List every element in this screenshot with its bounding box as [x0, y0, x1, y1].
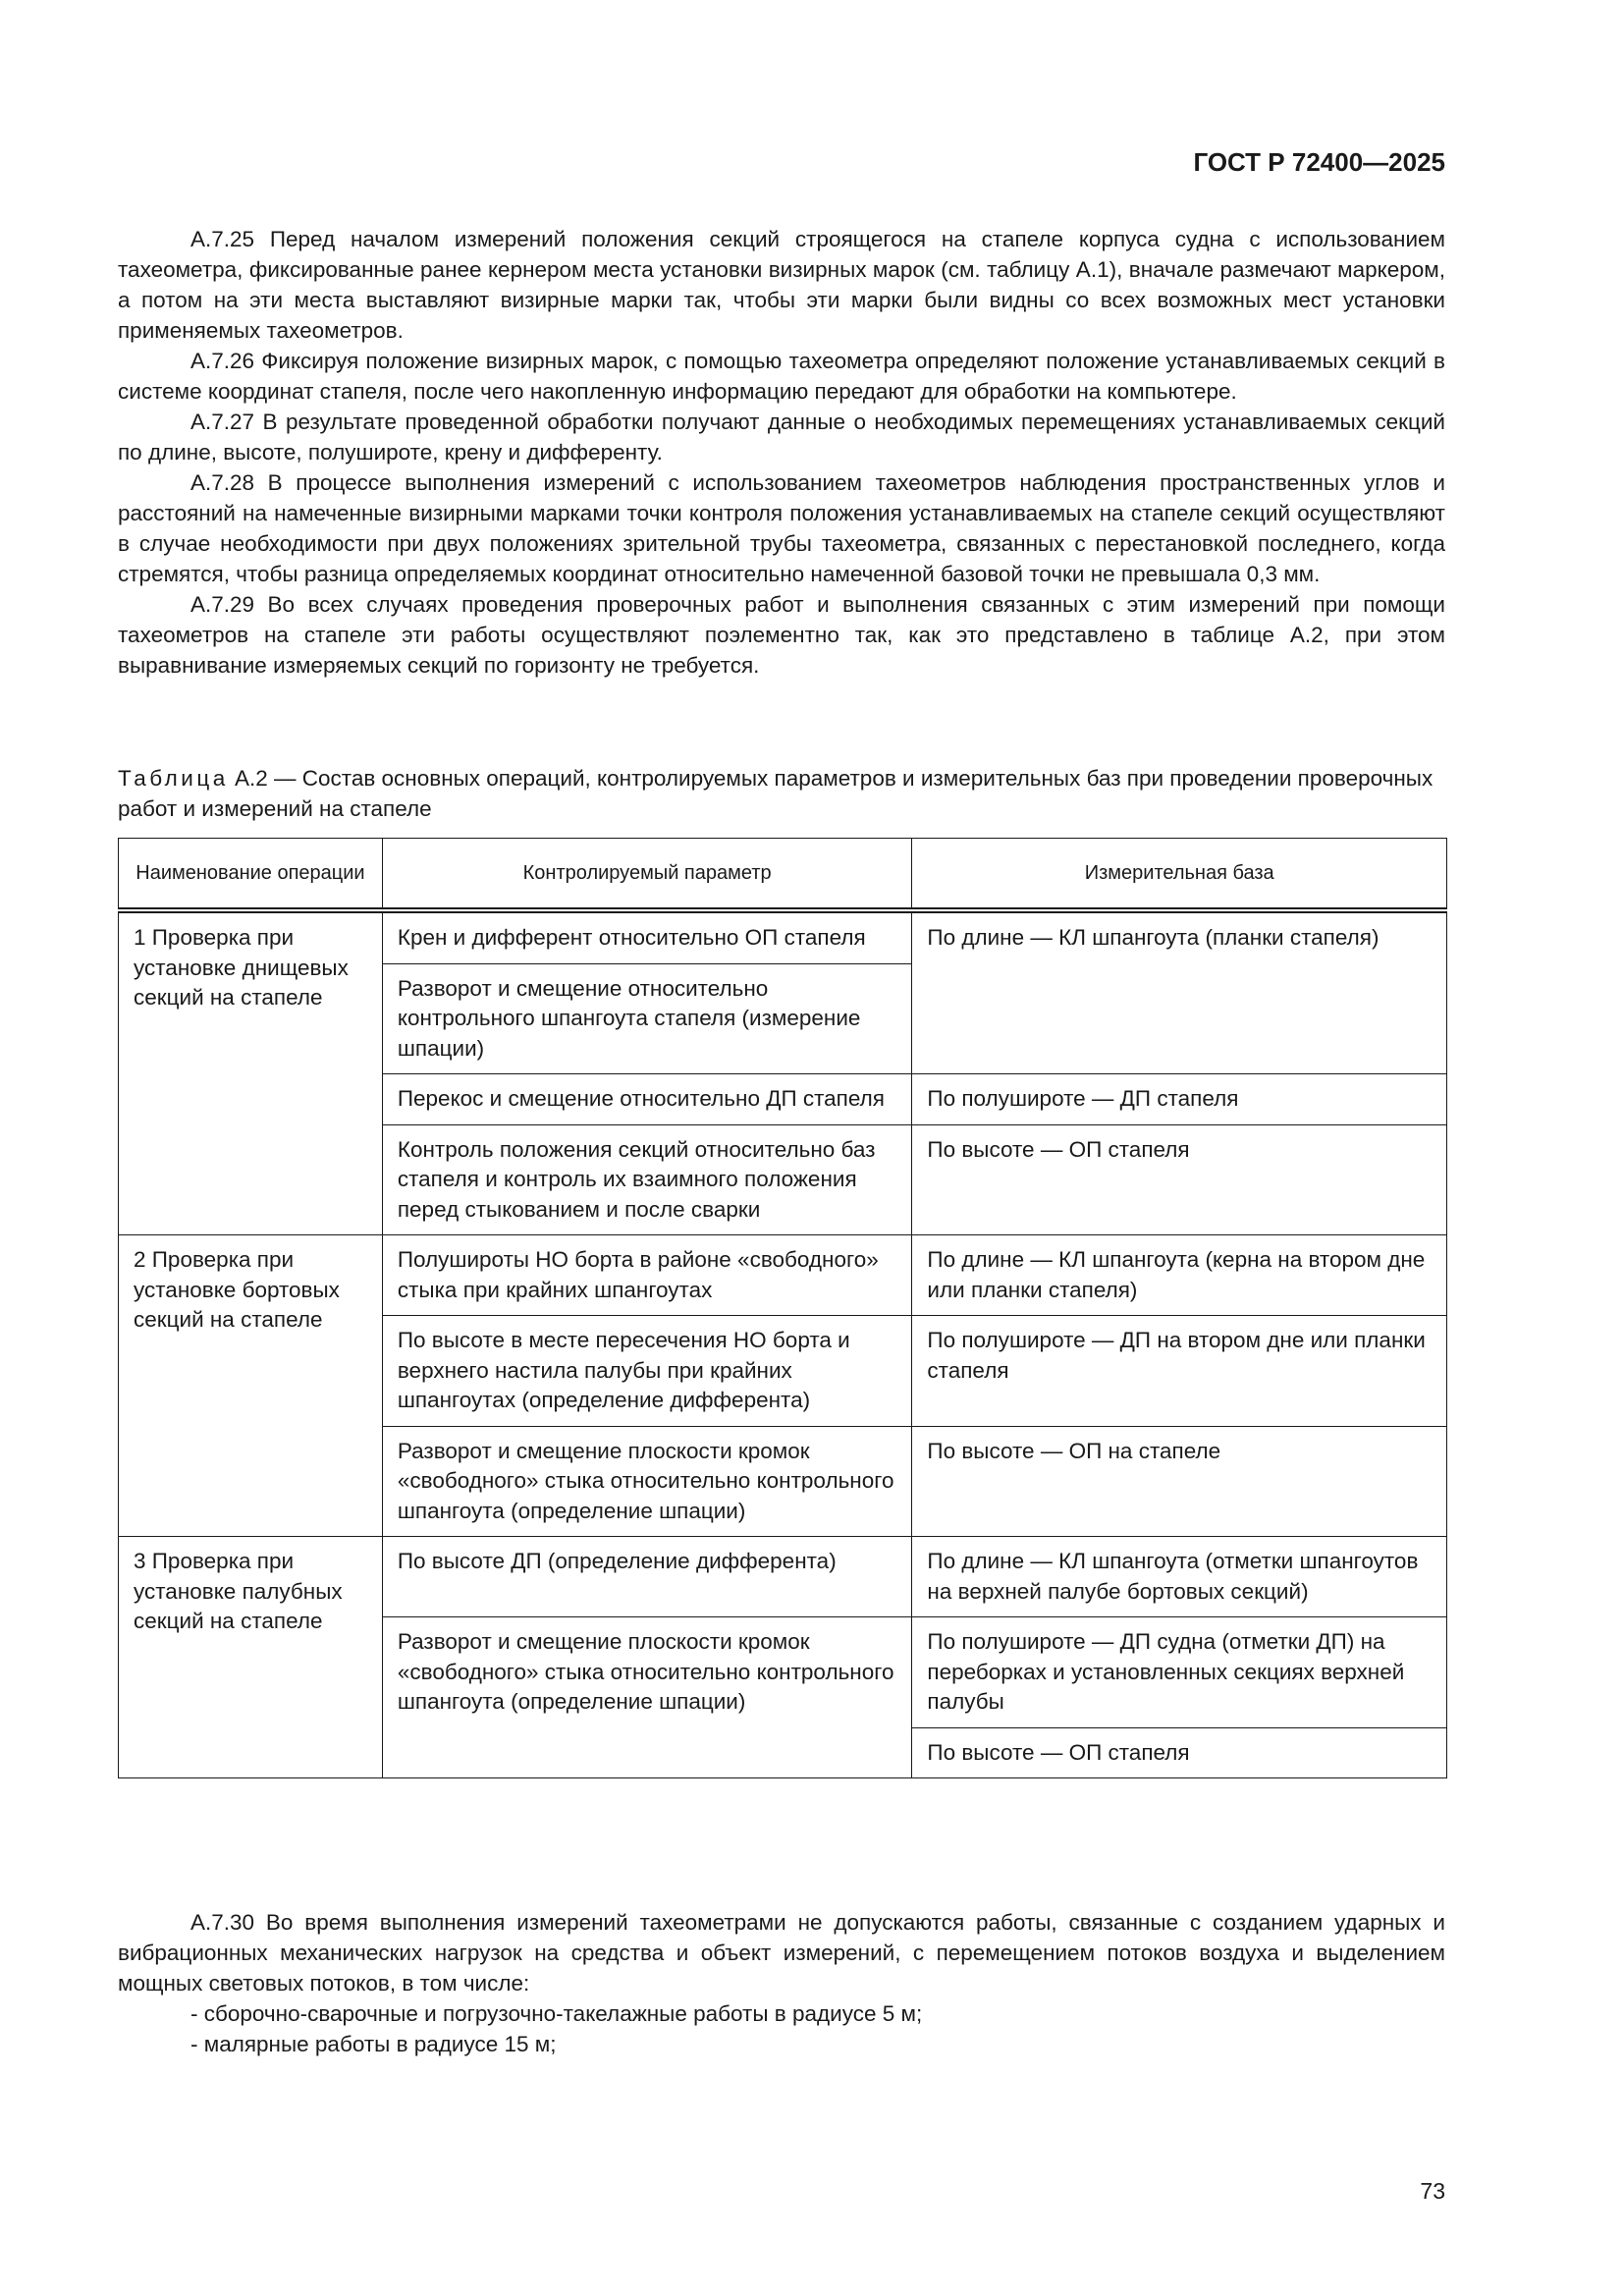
- parameter-cell: Разворот и смещение относительно контрольного шпангоута стапеля (измерение шпации): [382, 963, 912, 1074]
- body-text: [118, 224, 1445, 681]
- list-item: - малярные работы в радиусе 15 м;: [190, 2032, 557, 2056]
- paragraph-a7-29: А.7.29 Во всех случаях проведения проверочных работ и выполнения связанных с этим измерений при помощи тахеометров на стапеле эти работы осуществляют поэлементно так, как это представлено в таблице А.2, при этом выравнивание измеряемых секций по горизонту не требуется.: [118, 592, 1445, 678]
- base-cell: По длине — КЛ шпангоута (керна на втором дне или планки стапеля): [912, 1235, 1447, 1316]
- list-item: - сборочно-сварочные и погрузочно-такелажные работы в радиусе 5 м;: [190, 2001, 923, 2026]
- table-row: [119, 1537, 1447, 1617]
- page-number: 73: [1420, 2178, 1445, 2204]
- operation-cell: 2 Проверка при установке бортовых секций на стапеле: [119, 1235, 383, 1537]
- bottom-text: [118, 1907, 1445, 2059]
- base-cell: По длине — КЛ шпангоута (отметки шпангоутов на верхней палубе бортовых секций): [912, 1537, 1447, 1617]
- table-header-row: [119, 839, 1447, 911]
- paragraph-a7-27: А.7.27 В результате проведенной обработки получают данные о необходимых перемещениях устанавливаемых секций по длине, высоте, полушироте, крену и дифференту.: [118, 410, 1445, 465]
- base-cell: По длине — КЛ шпангоута (планки стапеля): [912, 910, 1447, 1074]
- base-cell: По полушироте — ДП судна (отметки ДП) на переборках и установленных секциях верхней палубы: [912, 1617, 1447, 1728]
- base-cell: По высоте — ОП стапеля: [912, 1124, 1447, 1235]
- parameter-cell: Разворот и смещение плоскости кромок «свободного» стыка относительно контрольного шпангоута (определение шпации): [382, 1426, 912, 1537]
- parameter-cell: Перекос и смещение относительно ДП стапеля: [382, 1074, 912, 1125]
- base-cell: По полушироте — ДП стапеля: [912, 1074, 1447, 1125]
- paragraph-a7-25: А.7.25 Перед началом измерений положения секций строящегося на стапеле корпуса судна с использованием тахеометра, фиксированные ранее кернером места установки визирных марок (см. таблицу А.1), вначале размечают маркером, а потом на эти места выставляют визирные марки так, чтобы эти марки были видны со всех возможных мест установки применяемых тахеометров.: [118, 227, 1445, 343]
- parameter-cell: Разворот и смещение плоскости кромок «свободного» стыка относительно контрольного шпангоута (определение шпации): [382, 1617, 912, 1778]
- parameter-cell: Крен и дифферент относительно ОП стапеля: [382, 910, 912, 963]
- paragraph-a7-26: А.7.26 Фиксируя положение визирных марок, с помощью тахеометра определяют положение устанавливаемых секций в системе координат стапеля, после чего накопленную информацию передают для обработки на компьютере.: [118, 349, 1445, 404]
- table-caption-text: А.2 — Состав основных операций, контролируемых параметров и измерительных баз при проведении проверочных работ и измерений на стапеле: [118, 766, 1434, 821]
- base-cell: По высоте — ОП на стапеле: [912, 1426, 1447, 1537]
- parameter-cell: Контроль положения секций относительно баз стапеля и контроль их взаимного положения перед стыкованием и после сварки: [382, 1124, 912, 1235]
- header-parameter: Контролируемый параметр: [382, 839, 912, 911]
- header-operation: Наименование операции: [119, 839, 383, 911]
- base-cell: По высоте — ОП стапеля: [912, 1727, 1447, 1778]
- parameter-cell: По высоте в месте пересечения НО борта и верхнего настила палубы при крайних шпангоутах (определение дифферента): [382, 1316, 912, 1427]
- operation-cell: 1 Проверка при установке днищевых секций на стапеле: [119, 910, 383, 1235]
- table-caption: [118, 763, 1445, 824]
- paragraph-a7-28: А.7.28 В процессе выполнения измерений с использованием тахеометров наблюдения пространственных углов и расстояний на намеченные визирными марками точки контроля положения устанавливаемых на стапеле секций осуществляют в случае необходимости при двух положениях зрительной трубы тахеометра, связанных с перестановкой последнего, когда стремятся, чтобы разница определяемых координат относительно намеченной базовой точки не превышала 0,3 мм.: [118, 470, 1445, 586]
- table-row: [119, 910, 1447, 963]
- table-row: [119, 1235, 1447, 1316]
- base-cell: По полушироте — ДП на втором дне или планки стапеля: [912, 1316, 1447, 1427]
- paragraph-a7-30: А.7.30 Во время выполнения измерений тахеометрами не допускаются работы, связанные с созданием ударных и вибрационных механических нагрузок на средства и объект измерений, с перемещением потоков воздуха и выделением мощных световых потоков, в том числе:: [118, 1910, 1445, 1995]
- parameter-cell: По высоте ДП (определение дифферента): [382, 1537, 912, 1617]
- header-base: Измерительная база: [912, 839, 1447, 911]
- parameter-cell: Полушироты НО борта в районе «свободного» стыка при крайних шпангоутах: [382, 1235, 912, 1316]
- document-header: ГОСТ Р 72400—2025: [1193, 147, 1445, 177]
- table-caption-label: Таблица: [118, 766, 229, 791]
- operation-cell: 3 Проверка при установке палубных секций на стапеле: [119, 1537, 383, 1778]
- operations-table: [118, 838, 1447, 1778]
